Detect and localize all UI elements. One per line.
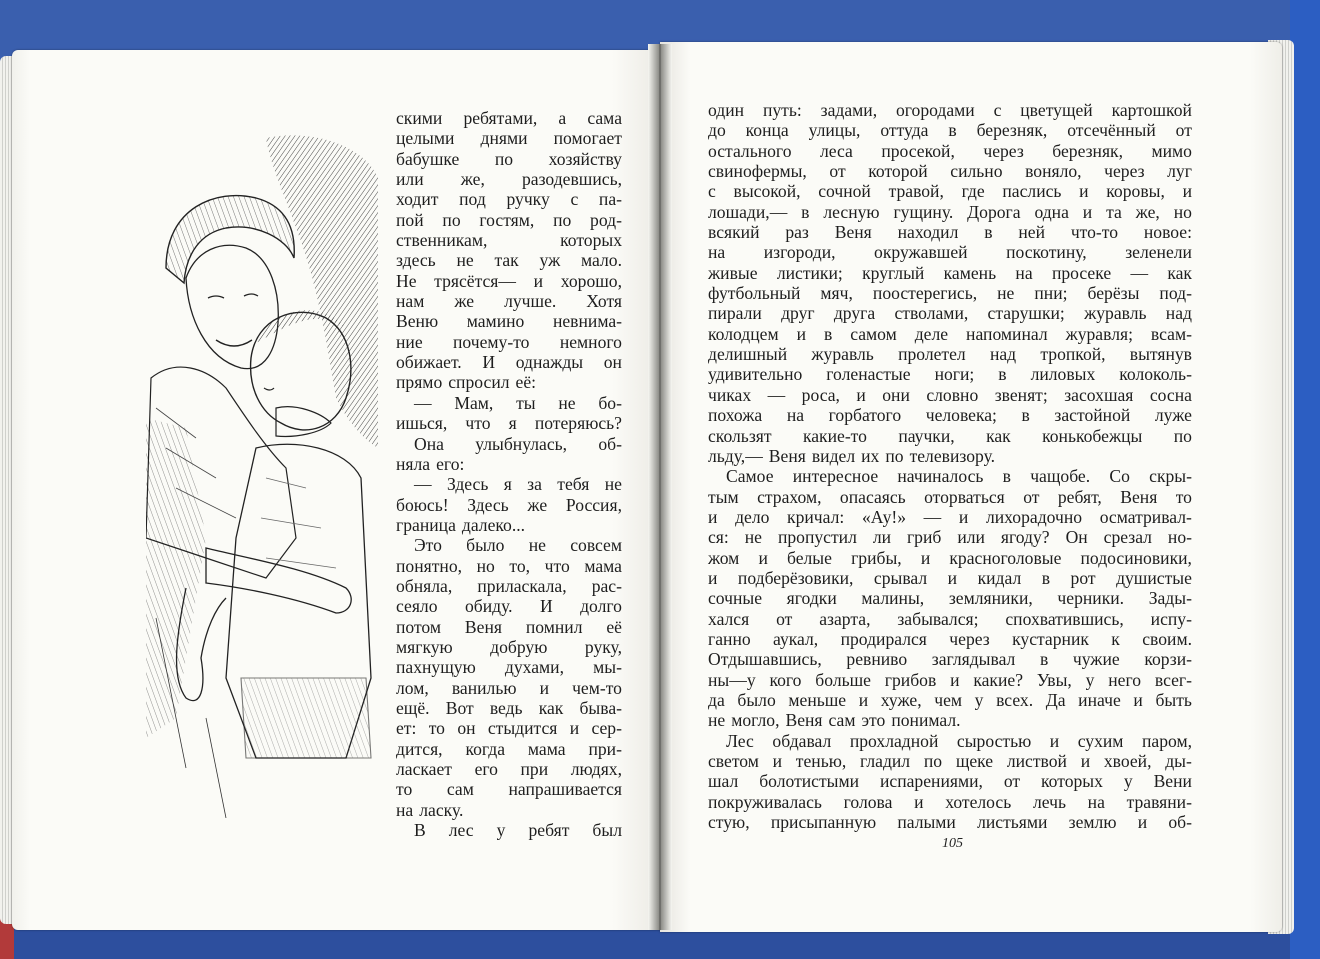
text-line: граница далеко... — [396, 514, 526, 535]
text-line: В лес у ребят был — [414, 820, 622, 841]
text-line: ние почему-то немного — [396, 331, 622, 352]
text-line: бабушке по хозяйству — [396, 148, 622, 169]
text-line: жом и белые грибы, и красноголовые подосиновики, — [708, 547, 1192, 568]
text-line: прямо спросил её: — [396, 372, 537, 393]
text-line: футбольный мяч, поостерегись, не пни; берёзы под- — [708, 283, 1192, 304]
text-line: колодцем и в самом деле напоминал журавля; всам- — [708, 323, 1192, 344]
text-line: или же, разодевшись, — [396, 169, 622, 190]
text-line: Она улыбнулась, об- — [414, 433, 622, 454]
text-line: Отдышавшись, ревниво заглядывал в чужие корзи- — [708, 649, 1192, 670]
text-line: обижает. И однажды он — [396, 352, 622, 373]
text-line: няла его: — [396, 453, 465, 474]
text-line: на ласку. — [396, 799, 464, 820]
text-line: тым страхом, опасаясь оторваться от ребят, Веня то — [708, 486, 1192, 507]
book-cover-edge — [1290, 0, 1320, 959]
text-line: льду,— Веня видел их по телевизору. — [708, 445, 996, 466]
text-line: Не трясётся— и хорошо, — [396, 270, 622, 291]
text-line: то сам напрашивается — [396, 779, 622, 800]
text-line: до конца улицы, оттуда в березняк, отсечённый от — [708, 120, 1192, 141]
text-line: остального леса просекой, через березняк, мимо — [708, 140, 1192, 161]
text-line: ласкает его при людях, — [396, 759, 622, 779]
text-line: лошади,— в лесную гущину. Дорога одна и та же, но — [708, 201, 1192, 222]
text-line: чиках — роса, и они словно звенят; засохшая сосна — [708, 384, 1192, 405]
text-line: ет: то он стыдится и сер- — [396, 718, 622, 739]
text-line: ещё. Вот ведь как быва- — [396, 697, 622, 718]
text-line: с высокой, сочной травой, где паслись и коровы, и — [708, 181, 1192, 202]
text-line: дится, когда мама при- — [396, 738, 622, 759]
text-line: — Мам, ты не бо- — [414, 392, 622, 413]
text-line: потом Веня помнил её — [396, 616, 622, 637]
text-line: сочные ягодки малины, земляники, черники. Зады- — [708, 588, 1192, 609]
text-line: Самое интересное начиналось в чащобе. Со скры- — [726, 466, 1192, 487]
text-line: сеяло обиду. И долго — [396, 596, 622, 617]
text-line: делишный журавль пролетел над тропкой, вытянув — [708, 344, 1192, 365]
text-line: ственникам, которых — [396, 230, 622, 251]
text-line: удивительно голенастые ноги; в лиловых колоколь- — [708, 364, 1192, 385]
text-line: пирали друг друга стволами, старушки; журавль над — [708, 303, 1192, 324]
text-line: Веню мамино невнима- — [396, 311, 622, 332]
text-line: шал болотистыми испарениями, от которых у Вени — [708, 771, 1192, 792]
text-line: светом и тенью, гладил по щеке листвой и хвоей, ды- — [708, 751, 1192, 771]
text-line: и дело кричал: «Ау!» — и лихорадочно осматривал- — [708, 506, 1192, 527]
text-line: стую, присыпанную палыми листьями землю и об- — [708, 812, 1192, 833]
text-line: свинофермы, от которой сильно воняло, через луг — [708, 161, 1192, 182]
text-line: на изгороди, окружавшей поскотину, зеленели — [708, 242, 1192, 263]
text-line: боюсь! Здесь же Россия, — [396, 494, 622, 515]
text-line: лом, ванилью и чем-то — [396, 677, 622, 698]
text-line: живые листики; круглый камень на просеке — как — [708, 262, 1192, 283]
book-spine-gutter — [648, 44, 672, 930]
text-line: целыми днями помогает — [396, 128, 622, 149]
text-line: здесь не так уж мало. — [396, 250, 622, 271]
text-line: обняла, приласкала, рас- — [396, 575, 622, 596]
mother-embracing-boy-sketch — [146, 118, 378, 818]
text-line: похожа на горбатого человека; в застойной луже — [708, 405, 1192, 426]
text-line: — Здесь я за тебя не — [414, 474, 622, 495]
text-line: хался от азарта, забывался; спохватившись, испу- — [708, 608, 1192, 629]
text-line: не могло, Веня сам это понимал. — [708, 710, 961, 731]
text-line: понятно, но то, что мама — [396, 555, 622, 576]
text-line: пахнущую духами, мы- — [396, 657, 622, 678]
text-line: да было меньше и хуже, чем у всех. Да иначе и быть — [708, 689, 1192, 710]
text-line: скользят какие-то паучки, как конькобежцы по — [708, 425, 1192, 446]
text-line: пой по гостям, по род- — [396, 209, 622, 230]
text-line: ганно аукал, продирался через кустарник к своим. — [708, 628, 1192, 649]
text-line: ся: не пропустил ли гриб или ягоду? Он срезал но- — [708, 527, 1192, 548]
text-line: Лес обдавал прохладной сыростью и сухим паром, — [726, 730, 1192, 751]
right-page-text — [708, 100, 1192, 832]
text-line: ишься, что я потеряюсь? — [396, 413, 622, 434]
text-line: ны—у кого больше грибов и какие? Увы, у него всег- — [708, 669, 1192, 690]
text-line: покруживалась голова и хотелось лечь на травяни- — [708, 791, 1192, 812]
text-line: один путь: задами, огородами с цветущей картошкой — [708, 100, 1192, 120]
text-line: мягкую добрую руку, — [396, 636, 622, 657]
page-number: 105 — [942, 836, 963, 851]
text-line: всякий раз Веня находил в ней что-то новое: — [708, 222, 1192, 243]
text-line: ходит под ручку с па- — [396, 189, 622, 210]
left-page-text — [396, 108, 622, 840]
text-line: и подберёзовики, срывал и кидал в рот душистые — [708, 567, 1192, 588]
text-line: нам же лучше. Хотя — [396, 291, 622, 312]
text-line: скими ребятами, а сама — [396, 108, 622, 128]
text-line: Это было не совсем — [414, 535, 622, 556]
